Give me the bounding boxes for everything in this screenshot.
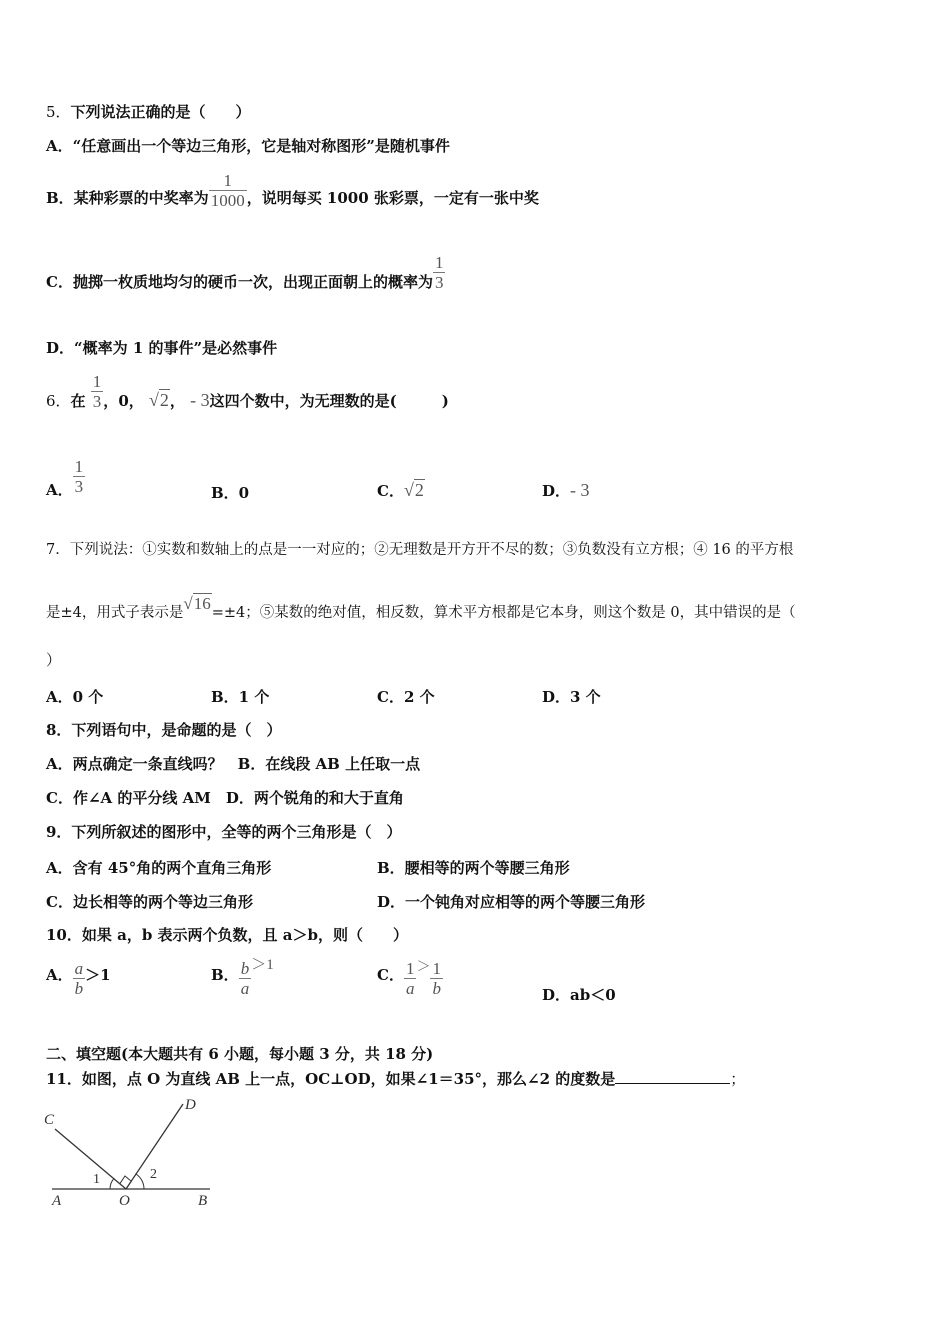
q5-option-c-text: C．抛掷一枚质地均匀的硬币一次，出现正面朝上的概率为 <box>46 273 433 291</box>
sqrt-radicand: 2 <box>159 390 169 410</box>
q7-stem-line3: ） <box>46 651 62 669</box>
q7-stem-line2 <box>46 594 796 623</box>
q7-option-a: A．0 个 <box>46 688 104 706</box>
q7-option-c: C．2 个 <box>377 688 435 706</box>
fraction-denominator: 3 <box>434 273 444 292</box>
q10-option-a-label: A． <box>46 966 73 984</box>
label-c: C <box>44 1112 55 1128</box>
sqrt-radicand: 16 <box>193 594 211 613</box>
fraction-denominator: b <box>432 979 441 998</box>
q11-stem-text: 11．如图，点 O 为直线 AB 上一点，OC⊥OD，如果∠1＝35°，那么∠2 的度数是 <box>46 1070 616 1088</box>
q7-option-d: D．3 个 <box>542 688 601 706</box>
ray-oc <box>55 1129 126 1189</box>
q9-option-d: D．一个钝角对应相等的两个等腰三角形 <box>377 893 646 911</box>
q11-stem-end: ； <box>730 1070 746 1088</box>
q6-option-a-label: A． <box>46 481 73 499</box>
label-angle-2: 2 <box>150 1167 157 1182</box>
q5-option-b-fraction <box>209 172 247 210</box>
fraction-numerator: 1 <box>74 457 84 476</box>
q10-option-a <box>46 960 111 998</box>
fraction-numerator: b <box>240 959 250 978</box>
q5-option-b-text: B．某种彩票的中奖率为 <box>46 189 209 207</box>
q5-option-a: A．“任意画出一个等边三角形，它是轴对称图形”是随机事件 <box>46 137 450 155</box>
q10-option-c-label: C． <box>377 966 404 984</box>
label-a: A <box>52 1193 62 1209</box>
label-b: B <box>198 1193 208 1209</box>
q9-option-c: C．边长相等的两个等边三角形 <box>46 893 253 911</box>
q6-option-a <box>46 457 85 499</box>
q6-fraction <box>91 373 104 411</box>
label-angle-1: 1 <box>93 1172 100 1187</box>
q10-option-c <box>377 960 443 998</box>
q6-sep2: ， <box>128 392 144 410</box>
fraction-denominator: 3 <box>92 392 102 411</box>
q9-option-a: A．含有 45°角的两个直角三角形 <box>46 859 272 877</box>
q10-option-a-relation: ＞1 <box>85 966 111 984</box>
q10-option-c-fraction-2 <box>430 960 443 998</box>
q5-number: 5． <box>46 103 71 121</box>
fraction-numerator: 1 <box>92 372 102 391</box>
fraction-denominator: 3 <box>74 477 84 496</box>
q10-option-a-fraction <box>73 960 86 998</box>
q8-stem: 8．下列语句中，是命题的是（ ） <box>46 721 282 739</box>
label-o: O <box>119 1193 130 1209</box>
q6-neg3: - 3 <box>190 390 210 410</box>
q6-stem-in: 在 <box>70 392 86 410</box>
label-d: D <box>185 1097 196 1113</box>
q7-stem-line1: 7．下列说法：①实数和数轴上的点是一一对应的；②无理数是开方开不尽的数；③负数没有立方根；④ 16 的平方根 <box>46 542 794 558</box>
q6-number: 6． <box>46 392 71 410</box>
q5-option-c-fraction <box>433 254 446 292</box>
section2-title: 二、填空题(本大题共有 6 小题，每小题 3 分，共 18 分) <box>46 1045 434 1063</box>
angle-1-arc <box>110 1179 114 1189</box>
q6-zero: 0 <box>118 392 129 410</box>
q10-option-c-relation: ＞ <box>416 960 431 975</box>
fraction-denominator: a <box>405 979 415 998</box>
right-angle-mark <box>120 1176 132 1189</box>
q10-option-b <box>211 957 274 998</box>
q10-option-b-relation: ＞1 <box>251 957 274 973</box>
q6-option-c-label: C． <box>377 482 404 500</box>
q10-stem: 10．如果 a，b 表示两个负数，且 a＞b，则（ ） <box>46 926 408 944</box>
fraction-numerator: 1 <box>434 253 444 272</box>
q9-stem: 9．下列所叙述的图形中，全等的两个三角形是（ ） <box>46 823 402 841</box>
q6-option-c-sqrt: √2 <box>403 480 424 500</box>
q7-sqrt: √16 <box>183 594 211 613</box>
q6-option-b: B．0 <box>211 484 250 502</box>
q5-option-c <box>46 253 445 302</box>
q6-option-d-label: D． <box>542 482 571 500</box>
q11-angle-figure <box>38 1095 218 1210</box>
q7-line2-text-after: =±4；⑤某数的绝对值，相反数，算术平方根都是它本身，则这个数是 0，其中错误的是（ <box>211 605 796 621</box>
fraction-numerator: 1 <box>223 171 232 190</box>
fraction-denominator: b <box>74 979 84 998</box>
q8-options-cd: C．作∠A 的平分线 AM D．两个锐角的和大于直角 <box>46 789 404 807</box>
q6-option-d-value: - 3 <box>570 480 590 500</box>
fraction-denominator: 1000 <box>210 191 245 210</box>
fraction-numerator: a <box>74 959 84 978</box>
q6-sqrt: √2 <box>149 390 169 410</box>
q5-option-b <box>46 171 539 218</box>
q7-line2-text: 是±4，用式子表示是 <box>46 605 184 621</box>
q6-option-d <box>542 480 590 501</box>
q10-option-c-fraction-1 <box>404 960 417 998</box>
q6-stem <box>46 372 449 421</box>
q5-stem-text: 下列说法正确的是（ ） <box>70 103 251 121</box>
q5-option-b-text-after: ，说明每买 1000 张彩票，一定有一张中奖 <box>246 189 539 207</box>
sqrt-radicand: 2 <box>414 480 424 500</box>
angle-2-arc <box>136 1174 144 1189</box>
q10-option-d: D．ab＜0 <box>542 986 616 1004</box>
q6-sep3: ， <box>169 392 185 410</box>
fraction-numerator: 1 <box>405 959 415 978</box>
q10-option-b-fraction <box>239 960 252 998</box>
q6-option-c <box>377 480 425 501</box>
q9-option-b: B．腰相等的两个等腰三角形 <box>377 859 570 877</box>
q10-option-b-label: B． <box>211 966 239 984</box>
q6-stem-post: 这四个数中，为无理数的是( ) <box>209 392 449 410</box>
q6-sep1: ， <box>103 392 119 410</box>
fraction-numerator: 1 <box>432 959 441 978</box>
fraction-denominator: a <box>240 979 250 998</box>
q6-option-a-fraction <box>73 458 86 496</box>
q5-stem <box>46 102 251 122</box>
q11-answer-blank <box>615 1069 730 1084</box>
q8-options-ab: A．两点确定一条直线吗？ B．在线段 AB 上任取一点 <box>46 755 421 773</box>
q11-stem <box>46 1069 745 1089</box>
q5-option-d: D．“概率为 1 的事件”是必然事件 <box>46 339 278 357</box>
q7-option-b: B．1 个 <box>211 688 270 706</box>
